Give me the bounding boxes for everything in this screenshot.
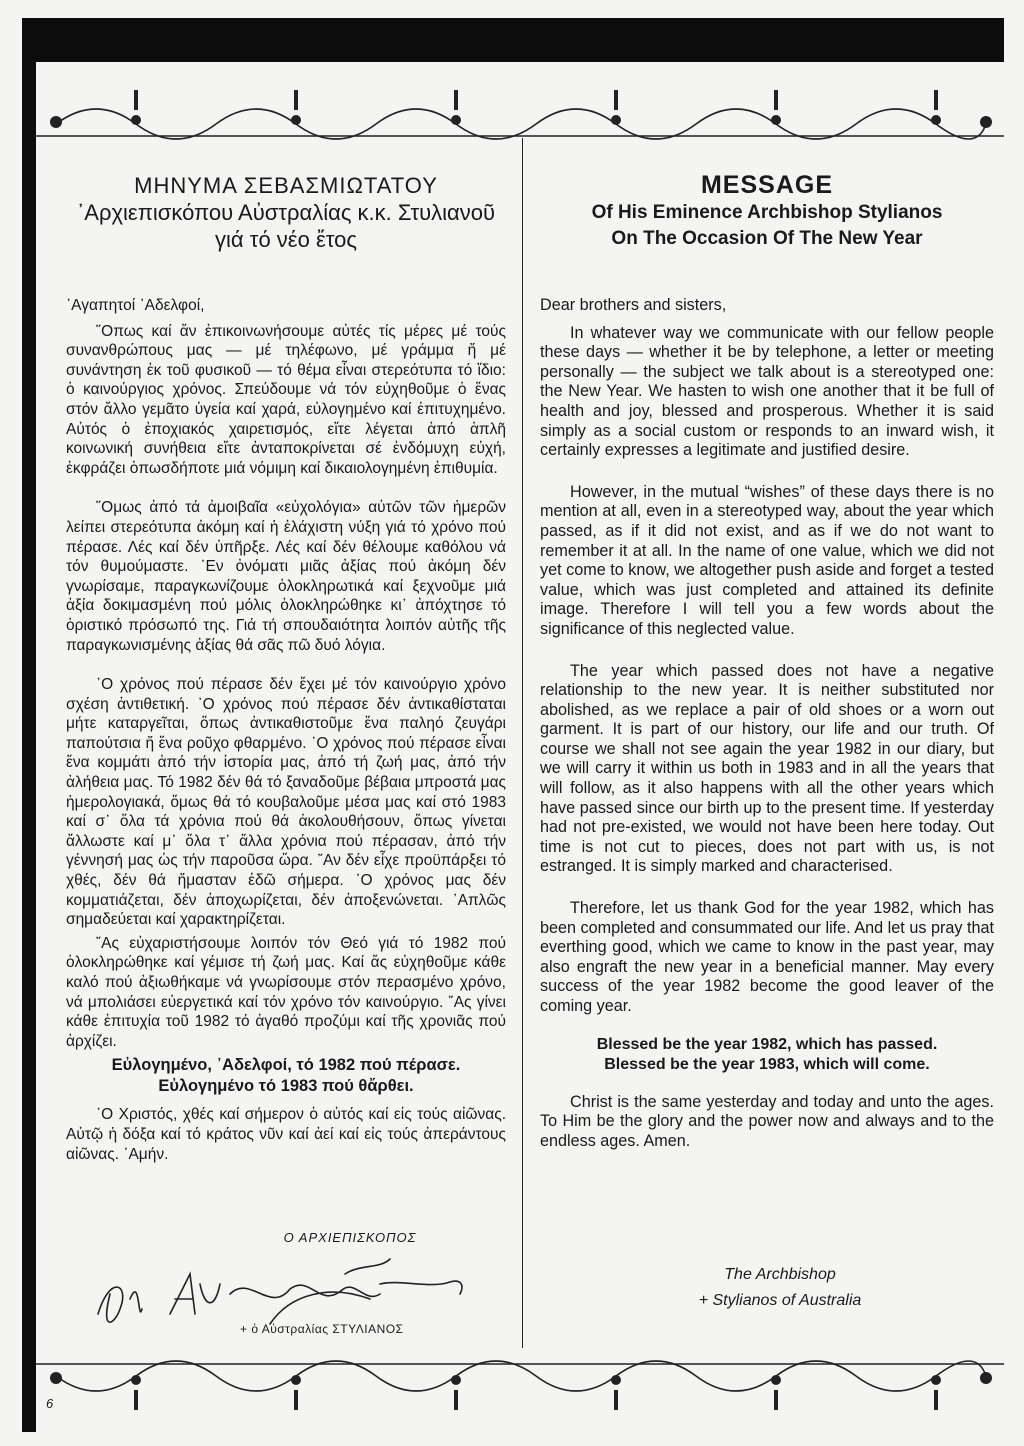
english-subtitle-line-1: Of His Eminence Archbishop Stylianos [591, 202, 943, 223]
page-number: 6 [46, 1396, 54, 1411]
column-divider [522, 138, 523, 1348]
left-black-bar [22, 62, 36, 1432]
english-title: MESSAGE [700, 171, 834, 199]
english-paragraph-1: In whatever way we communicate with our fellow people these days — whether it be by telephone, a letter or meeting personally — the subject we talk about is a stereotyped one: the New Year. We hasten to wish one another that it be full of health and joy, blessed and prosperous. Whether it is said simply as a social custom or responds to an inward wish, it certainly expresses a legitimate and justified desire. [540, 323, 994, 460]
greek-paragraph-2: ῞Ομως ἀπό τά ἀμοιβαῖα «εὐχολόγια» αὐτῶν τῶν ἡμερῶν λείπει στερεότυπα ἀκόμη καί ἡ ἐλάχιστη νύξη γιά τό χρόνο πού πέρασε. Λές καί δέν ὑπῆρξε. Λές καί δέν θέλουμε καθόλου νά τόν θυμούμαστε. ᾽Εν ὀνόματι μιᾶς ἀξίας πού ἀκόμη δέν γνωρίσαμε, παραγκωνίζουμε ὁλοκληρωτικά καί ξεχνοῦμε μιά ἀξία δοκιμασμένη πού μόλις ὁλοκληρώθηκε κι᾽ ἀπόχτησε τό ὁριστικό πρόσωπό της. Γιά τή σπουδαιότητα λοιπόν αὐτῆς τῆς παραγκωνισμένης ἀξίας θά σᾶς πῶ δυό λόγια. [66, 499, 506, 654]
greek-greeting: ᾽Αγαπητοί ᾽Αδελφοί, [66, 297, 205, 314]
greek-heading-line-3: γιά τό νέο ἔτος [215, 227, 357, 252]
english-closing: Christ is the same yesterday and today and unto the ages. To Him be the glory and the power now and always and to the endless ages. Amen. [540, 1092, 994, 1150]
english-paragraph-3: The year which passed does not have a negative relationship to the new year. It is neither substituted nor abolished, as we replace a pair of old shoes or a worn out garment. It is part of our history, our life and our truth. Of course we shall not see again the year 1982 in our diary, but we will carry it within us both in 1983 and in all the years that will follow, as it also happens with all the other years which have passed since our birth up to the present time. If yesterday had not pre-existed, we would not have been here today. Out time is not cut to pieces, does not part with us, is not estranged. It is simply marked and characterised. [540, 661, 994, 876]
greek-signature-name: + ὁ Αὐστραλίας ΣΤΥΛΙΑΝΟΣ [240, 1322, 404, 1336]
greek-heading-line-2: ᾽Αρχιεπισκόπου Αὐστραλίας κ.κ. Στυλιανοῦ [76, 200, 496, 225]
greek-blessing-2: Εὐλογημένο τό 1983 πού θἄρθει. [158, 1077, 414, 1096]
english-heading [540, 170, 994, 252]
english-signature-title: The Archbishop [724, 1266, 836, 1283]
english-signature [660, 1262, 900, 1314]
bottom-ornament-border [36, 1356, 1004, 1416]
greek-heading-line-1: ΜΗΝΥΜΑ ΣΕΒΑΣΜΙΩΤΑΤΟΥ [134, 173, 438, 198]
english-column [540, 296, 994, 1163]
english-subtitle-line-2: On The Occasion Of The New Year [611, 228, 923, 249]
greek-paragraph-1: ῞Οπως καί ἄν ἐπικοινωνήσουμε αὐτές τίς μέρες μέ τούς συνανθρώπους μας — μέ τηλέφωνο, μέ γράμμα ἤ μέ συνάντηση ἐκ τοῦ φυσικοῦ — τό θέμα εἶναι στερεότυπα τό ἴδιο: ὁ καινούργιος χρόνος. Σπεύδουμε νά τόν εὐχηθοῦμε ὁ ἕνας στόν ἄλλο γεμᾶτο ὑγεία καί χαρά, εὐλογημένο καί ἐπιτυχημένο. Αὐτός ὁ ἐποχιακός χαιρετισμός, εἴτε λέγεται ἁπό ἁπλῆ κοινωνική συνήθεια εἴτε ἀνταποκρίνεται σέ ἐνδόμυχη εὐχή, ἐκφράζει ὁπωσδήποτε μιά νόμιμη καί δικαιολογημένη ἐπιθυμία. [66, 322, 506, 477]
greek-blessing-1: Εὐλογημένο, ᾽Αδελφοί, τό 1982 πού πέρασε. [111, 1056, 461, 1075]
greek-column [66, 296, 506, 1176]
top-ornament-border [36, 84, 1004, 144]
english-blessing-2: Blessed be the year 1983, which will come. [604, 1055, 930, 1073]
english-paragraph-2: However, in the mutual “wishes” of these days there is no mention at all, even in a stereotyped way, about the year which passed, as if it did not exist, and as if we do not want to remember it at all. In the name of one value, which we did not yet come to know, we altogether push aside and forget a tested value, which was just completed and attained its definite image. Therefore I will tell you a few words about the significance of this neglected value. [540, 482, 994, 638]
english-greeting: Dear brothers and sisters, [540, 296, 727, 314]
greek-paragraph-3: ᾽Ο χρόνος πού πέρασε δέν ἔχει μέ τόν καινούργιο χρόνο σχέση ἀντιθετική. ᾽Ο χρόνος πού πέρασε δέν ἀντικαθίσταται μήτε καταργεῖται, ὅπως ἀντικαθιστοῦμε ἕνα παληό ζευγάρι παπούτσια ἤ ἕνα ροῦχο φθαρμένο. ᾽Ο χρόνος πού πέρασε εἶναι ἕνα κομμάτι ἀπό τήν ἱστορία μας, ἀπό τή ζωή μας, ἀπό τήν ἀλήθεια μας. Τό 1982 δέν θά τό ξαναδοῦμε βέβαια μπροστά μας ἡμερολογιακά, ὅμως θά τό κουβαλοῦμε μέσα μας καί στό 1983 καί σ᾽ ὅλα τά χρόνια πού θά ἀκολουθήσουν, ὅπως γίνεται ἄλλωστε καί μ᾽ ὅλα τ᾽ ἄλλα χρόνια πού πέρασαν, ἀπό τήν γέννησή μας ὡς τήν παροῦσα ὥρα. ῎Αν δέν εἶχε προϋπάρξει τό χθές, δέν θά ἤμασταν ἐδῶ σήμερα. ᾽Ο χρόνος μας δέν κομματιάζεται, δέν ἀποχωρίζεται, δέν ἀποξενώνεται. ᾽Απλῶς σημαδεύεται καί χαρακτηρίζεται. [66, 676, 506, 929]
english-blessing-1: Blessed be the year 1982, which has passed. [596, 1035, 938, 1053]
greek-signature-title: Ο ΑΡΧΙΕΠΙΣΚΟΠΟΣ [283, 1230, 417, 1245]
top-black-bar [22, 18, 1004, 62]
greek-closing: ᾽Ο Χριστός, χθές καί σήμερον ὁ αὐτός καί εἰς τούς αἰῶνας. Αὐτῷ ἡ δόξα καί τό κράτος νῦν καί ἀεί καί εἰς τούς ἀπεράντους αἰῶνας. ᾽Αμήν. [66, 1106, 506, 1163]
greek-heading [66, 172, 506, 253]
english-paragraph-4: Therefore, let us thank God for the year 1982, which has been completed and consummated our life. And let us pray that everthing good, which we came to know in the past year, may also engraft the new year in a beneficial manner. May every success of the year 1982 become the good leaver of the coming year. [540, 899, 994, 1015]
english-signature-name: + Stylianos of Australia [698, 1292, 862, 1309]
greek-paragraph-4: ῎Ας εὐχαριστήσουμε λοιπόν τόν Θεό γιά τό 1982 πού ὁλοκληρώθηκε καί γέμισε τή ζωή μας. Καί ἄς εὐχηθοῦμε κάθε καλό πού ἀξιωθήκαμε νά γνωρίσουμε στόν περασμένο χρόνο, νά μπολιάσει εὐεργετικά καί τόν χρόνο τόν καινούργιο. ῎Ας γίνει κάθε ἐπιτυχία τοῦ 1982 τό ἀγαθό προζύμι καί τῆς χρονιᾶς πού ἀρχίζει. [66, 934, 506, 1050]
